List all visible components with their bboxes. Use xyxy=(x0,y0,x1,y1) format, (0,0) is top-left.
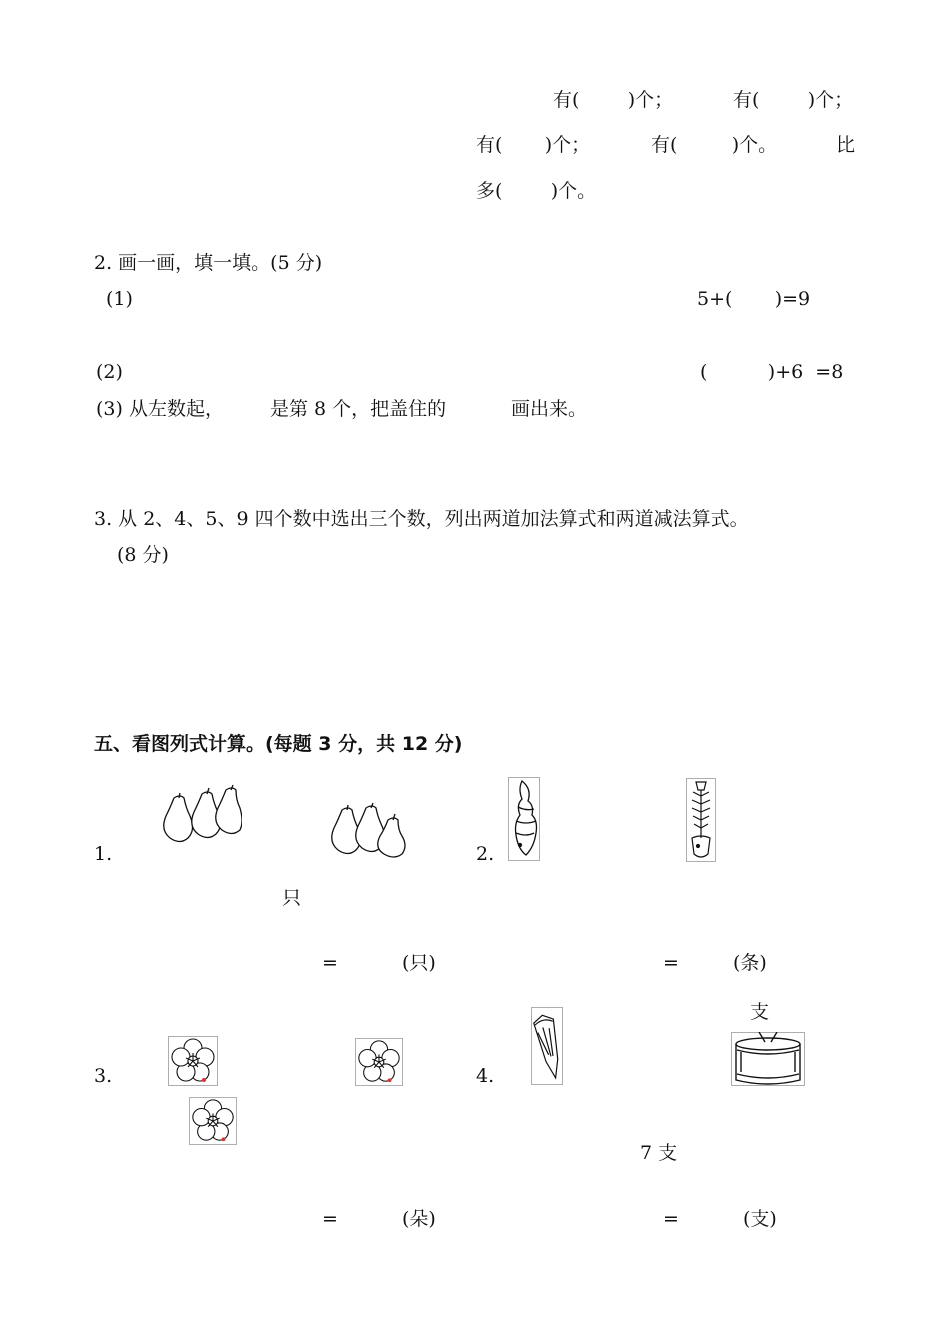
q3-score: (8 分) xyxy=(117,544,169,566)
problem-4-unit[interactable]: (支) xyxy=(743,1208,777,1230)
fish-bone-icon xyxy=(686,778,716,862)
problem-4-note-top: 支 xyxy=(750,1001,770,1023)
flower-icon xyxy=(189,1097,237,1145)
q1-blank-e[interactable]: 多( )个。 xyxy=(476,180,597,202)
q2-2-equation[interactable]: ( )+6 =8 xyxy=(700,361,844,383)
q2-3-text-a: (3) 从左数起， xyxy=(96,398,224,420)
q1-blank-c[interactable]: 有( )个； xyxy=(476,134,591,156)
problem-2-unit[interactable]: (条) xyxy=(733,952,767,974)
flower-icon xyxy=(168,1036,218,1086)
problem-1-equals: = xyxy=(322,952,338,974)
q1-blank-d[interactable]: 有( )个。 xyxy=(651,134,778,156)
problem-4-number: 4. xyxy=(476,1065,495,1087)
problem-1-unit[interactable]: (只) xyxy=(402,952,436,974)
problem-1-note: 只 xyxy=(282,887,302,909)
problem-3-equals: = xyxy=(322,1208,338,1230)
problem-3-unit[interactable]: (朵) xyxy=(402,1208,436,1230)
problem-2-number: 2. xyxy=(476,843,495,865)
section-heading: 五、看图列式计算。(每题 3 分，共 12 分) xyxy=(94,733,463,755)
q2-1-equation[interactable]: 5+( )=9 xyxy=(697,288,811,310)
problem-3-number: 3. xyxy=(94,1065,113,1087)
problem-2-equals: = xyxy=(663,952,679,974)
q2-3-text-b: 是第 8 个，把盖住的 xyxy=(270,398,447,420)
q1-compare-text: 比 xyxy=(836,134,856,156)
q2-2-label: (2) xyxy=(96,361,123,383)
q2-3-text-c: 画出来。 xyxy=(511,398,588,420)
q2-title: 2. 画一画，填一填。(5 分) xyxy=(94,252,323,274)
problem-4-note-bottom: 7 支 xyxy=(640,1142,678,1164)
problem-1-number: 1. xyxy=(94,843,113,865)
pear-group-right xyxy=(330,800,406,860)
q1-blank-b[interactable]: 有( )个； xyxy=(733,89,854,111)
q2-1-label: (1) xyxy=(106,288,133,310)
problem-4-equals: = xyxy=(663,1208,679,1230)
pencil-icon xyxy=(531,1007,563,1085)
flower-icon xyxy=(355,1038,403,1086)
whole-fish-icon xyxy=(508,777,540,861)
q3-title: 3. 从 2、4、5、9 四个数中选出三个数，列出两道加法算式和两道减法算式。 xyxy=(94,508,749,530)
pencil-holder-icon xyxy=(731,1032,805,1086)
pear-group-left xyxy=(160,784,242,848)
q1-blank-a[interactable]: 有( )个； xyxy=(553,89,674,111)
